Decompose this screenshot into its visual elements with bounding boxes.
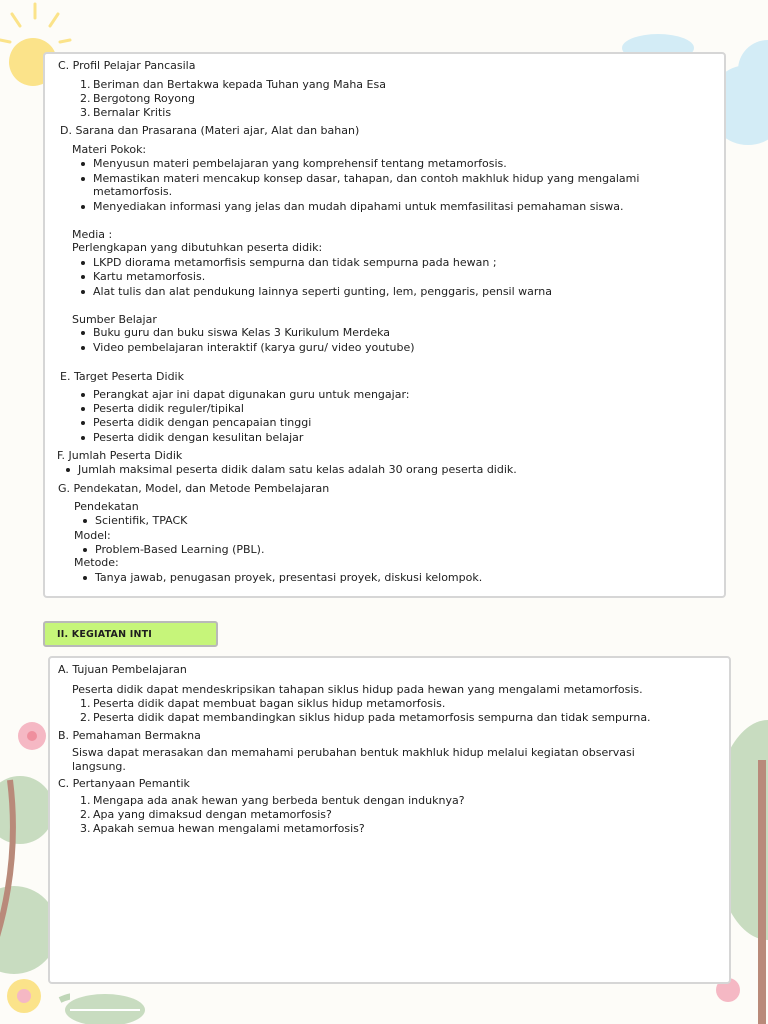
list-item: Memastikan materi mencakup konsep dasar, tahapan, dan contoh makhluk hidup yang mengalami bbox=[93, 172, 640, 185]
pemantik-heading: C. Pertanyaan Pemantik bbox=[58, 777, 190, 790]
pemahaman-heading: B. Pemahaman Bermakna bbox=[58, 729, 201, 742]
section-badge-label: II. KEGIATAN INTI bbox=[57, 629, 153, 640]
bullet-icon bbox=[81, 421, 85, 425]
list-item: Peserta didik dapat membuat bagan siklus hidup metamorfosis. bbox=[93, 697, 446, 710]
list-item: Alat tulis dan alat pendukung lainnya seperti gunting, lem, penggaris, pensil warna bbox=[93, 285, 552, 298]
list-item: Beriman dan Bertakwa kepada Tuhan yang Maha Esa bbox=[93, 78, 386, 91]
list-item: Apakah semua hewan mengalami metamorfosis? bbox=[93, 822, 365, 835]
bullet-icon bbox=[81, 436, 85, 440]
list-item: LKPD diorama metamorfisis sempurna dan tidak sempurna pada hewan ; bbox=[93, 256, 497, 269]
metode-label: Metode: bbox=[74, 556, 119, 569]
list-number: 3. bbox=[80, 106, 91, 119]
sumber-label: Sumber Belajar bbox=[72, 313, 157, 326]
media-label: Media : bbox=[72, 228, 113, 241]
list-item: Peserta didik dengan kesulitan belajar bbox=[93, 431, 304, 444]
list-item-continuation: metamorfosis. bbox=[93, 185, 173, 198]
list-item: Perangkat ajar ini dapat digunakan guru untuk mengajar: bbox=[93, 388, 410, 401]
section-e-heading: E. Target Peserta Didik bbox=[60, 370, 184, 383]
pemahaman-text-continuation: langsung. bbox=[72, 760, 126, 773]
bullet-icon bbox=[81, 407, 85, 411]
tujuan-intro: Peserta didik dapat mendeskripsikan tahapan siklus hidup pada hewan yang mengalami metamorfosis. bbox=[72, 683, 643, 696]
list-item: Problem-Based Learning (PBL). bbox=[95, 543, 265, 556]
list-item: Mengapa ada anak hewan yang berbeda bentuk dengan induknya? bbox=[93, 794, 465, 807]
list-item: Menyusun materi pembelajaran yang komprehensif tentang metamorfosis. bbox=[93, 157, 507, 170]
bullet-icon bbox=[81, 275, 85, 279]
section-f-heading: F. Jumlah Peserta Didik bbox=[57, 449, 183, 462]
tujuan-heading: A. Tujuan Pembelajaran bbox=[58, 663, 187, 676]
pendekatan-label: Pendekatan bbox=[74, 500, 139, 513]
list-item: Menyediakan informasi yang jelas dan mudah dipahami untuk memfasilitasi pemahaman siswa. bbox=[93, 200, 624, 213]
list-number: 2. bbox=[80, 808, 91, 821]
list-item: Bernalar Kritis bbox=[93, 106, 172, 119]
materi-label: Materi Pokok: bbox=[72, 143, 147, 156]
list-item: Scientifik, TPACK bbox=[95, 514, 188, 527]
media-intro: Perlengkapan yang dibutuhkan peserta didik: bbox=[72, 241, 323, 254]
list-item: Peserta didik reguler/tipikal bbox=[93, 402, 244, 415]
bullet-icon bbox=[83, 548, 87, 552]
list-number: 1. bbox=[80, 794, 91, 807]
list-item: Video pembelajaran interaktif (karya guru/ video youtube) bbox=[93, 341, 415, 354]
list-number: 2. bbox=[80, 92, 91, 105]
list-item: Apa yang dimaksud dengan metamorfosis? bbox=[93, 808, 332, 821]
bullet-icon bbox=[83, 576, 87, 580]
bullet-icon bbox=[81, 393, 85, 397]
list-item: Peserta didik dapat membandingkan siklus hidup pada metamorfosis sempurna dan tidak sempurna. bbox=[93, 711, 651, 724]
list-item: Tanya jawab, penugasan proyek, presentasi proyek, diskusi kelompok. bbox=[95, 571, 483, 584]
bottom-leaf-decoration bbox=[60, 980, 150, 1024]
list-item: Kartu metamorfosis. bbox=[93, 270, 206, 283]
section-c-heading: C. Profil Pelajar Pancasila bbox=[58, 59, 196, 72]
bullet-icon bbox=[83, 519, 87, 523]
pemahaman-text: Siswa dapat merasakan dan memahami perubahan bentuk makhluk hidup melalui kegiatan observasi bbox=[72, 746, 635, 759]
list-item: Peserta didik dengan pencapaian tinggi bbox=[93, 416, 312, 429]
list-number: 2. bbox=[80, 711, 91, 724]
bullet-icon bbox=[81, 331, 85, 335]
bullet-icon bbox=[81, 162, 85, 166]
section-d-heading: D. Sarana dan Prasarana (Materi ajar, Alat dan bahan) bbox=[60, 124, 360, 137]
bullet-icon bbox=[81, 261, 85, 265]
bullet-icon bbox=[66, 468, 70, 472]
list-item: Bergotong Royong bbox=[93, 92, 195, 105]
list-number: 3. bbox=[80, 822, 91, 835]
list-item: Jumlah maksimal peserta didik dalam satu kelas adalah 30 orang peserta didik. bbox=[78, 463, 517, 476]
bullet-icon bbox=[81, 177, 85, 181]
section-badge bbox=[43, 621, 218, 647]
list-number: 1. bbox=[80, 78, 91, 91]
bullet-icon bbox=[81, 290, 85, 294]
section-g-heading: G. Pendekatan, Model, dan Metode Pembelajaran bbox=[58, 482, 330, 495]
list-number: 1. bbox=[80, 697, 91, 710]
bullet-icon bbox=[81, 346, 85, 350]
bullet-icon bbox=[81, 205, 85, 209]
model-label: Model: bbox=[74, 529, 111, 542]
list-item: Buku guru dan buku siswa Kelas 3 Kurikulum Merdeka bbox=[93, 326, 391, 339]
